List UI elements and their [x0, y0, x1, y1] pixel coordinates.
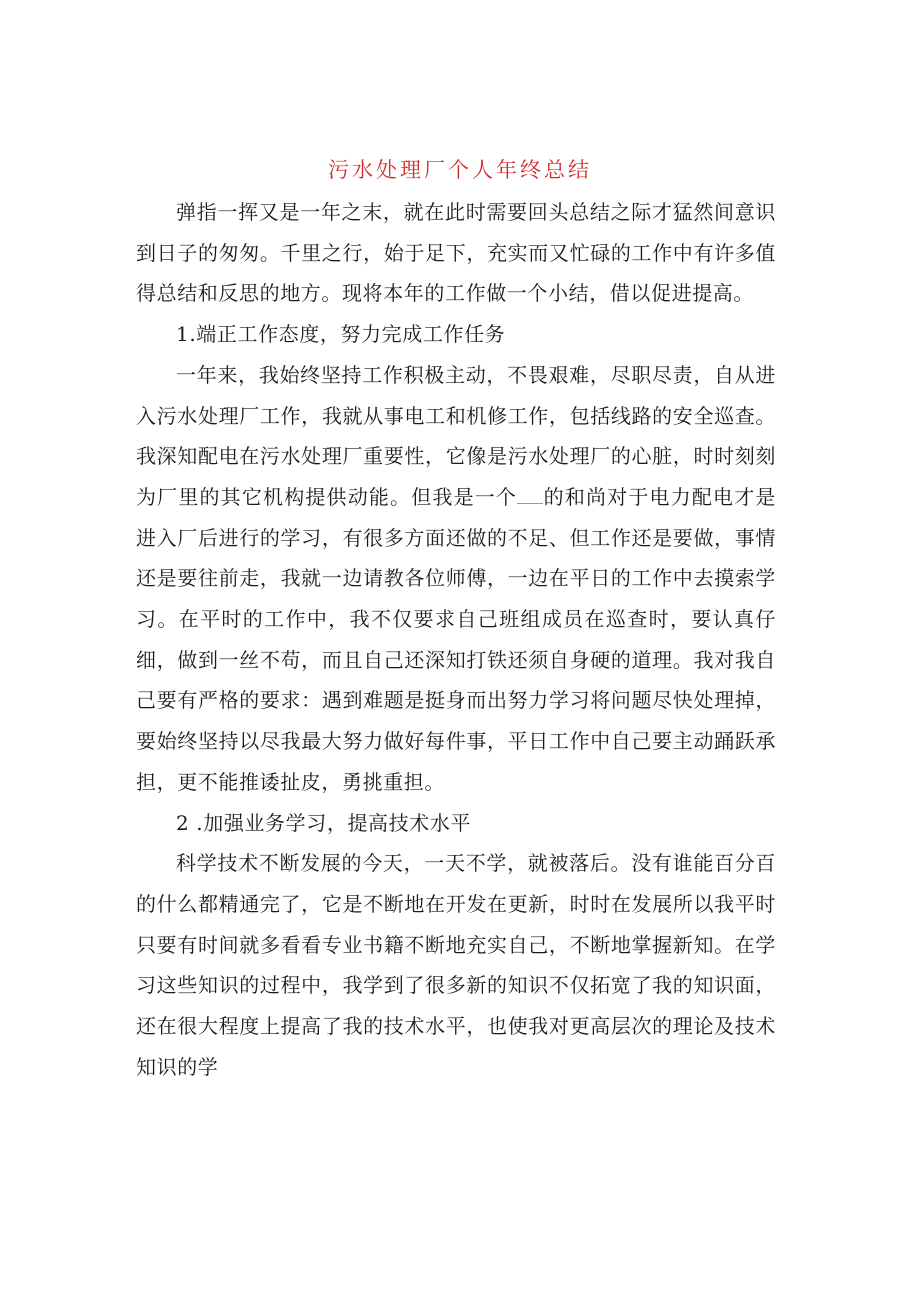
section-2-heading: 2 .加强业务学习，提高技术水平 [176, 810, 472, 835]
section-1-paragraph [136, 355, 776, 803]
document-body [136, 192, 776, 1087]
section-1-heading: 1.端正工作态度，努力完成工作任务 [176, 322, 506, 347]
section-2-paragraph: 科学技术不断发展的今天，一天不学，就被落后。没有谁能百分百的什么都精通完了，它是不断地在开发在更新，时时在发展所以我平时只要有时间就多看看专业书籍不断地充实自己，不断地掌握新知。在学习这些知识的过程中，我学到了很多新的知识不仅拓宽了我的知识面，还在很大程度上提高了我的技术水平，也使我对更高层次的理论及技术知识的学 [136, 851, 776, 1079]
section-1-text-part-2: 的和尚对于电力配电才是进入厂后进行的学习，有很多方面还做的不足、但工作还是要做，事情还是要往前走，我就一边请教各位师傅，一边在平日的工作中去摸索学习。在平时的工作中，我不仅要求自己班组成员在巡查时，要认真仔细，做到一丝不苟，而且自己还深知打铁还须自身硬的道理。我对我自己要有严格的要求：遇到难题是挺身而出努力学习将问题尽快处理掉，要始终坚持以尽我最大努力做好每件事，平日工作中自己要主动踊跃承担，更不能推诿扯皮，勇挑重担。 [136, 484, 776, 794]
fill-in-blank [517, 487, 543, 504]
document-title: 污水处理厂个人年终总结 [328, 158, 592, 182]
intro-paragraph: 弹指一挥又是一年之末，就在此时需要回头总结之际才猛然间意识到日子的匆匆。千里之行，始于足下，充实而又忙碌的工作中有许多值得总结和反思的地方。现将本年的工作做一个小结，借以促进提高。 [136, 200, 776, 306]
section-1-text-part-1: 一年来，我始终坚持工作积极主动，不畏艰难，尽职尽责，自从进入污水处理厂工作，我就从事电工和机修工作，包括线路的安全巡查。我深知配电在污水处理厂重要性，它像是污水处理厂的心脏，时时刻刻为厂里的其它机构提供动能。但我是一个 [136, 362, 776, 509]
